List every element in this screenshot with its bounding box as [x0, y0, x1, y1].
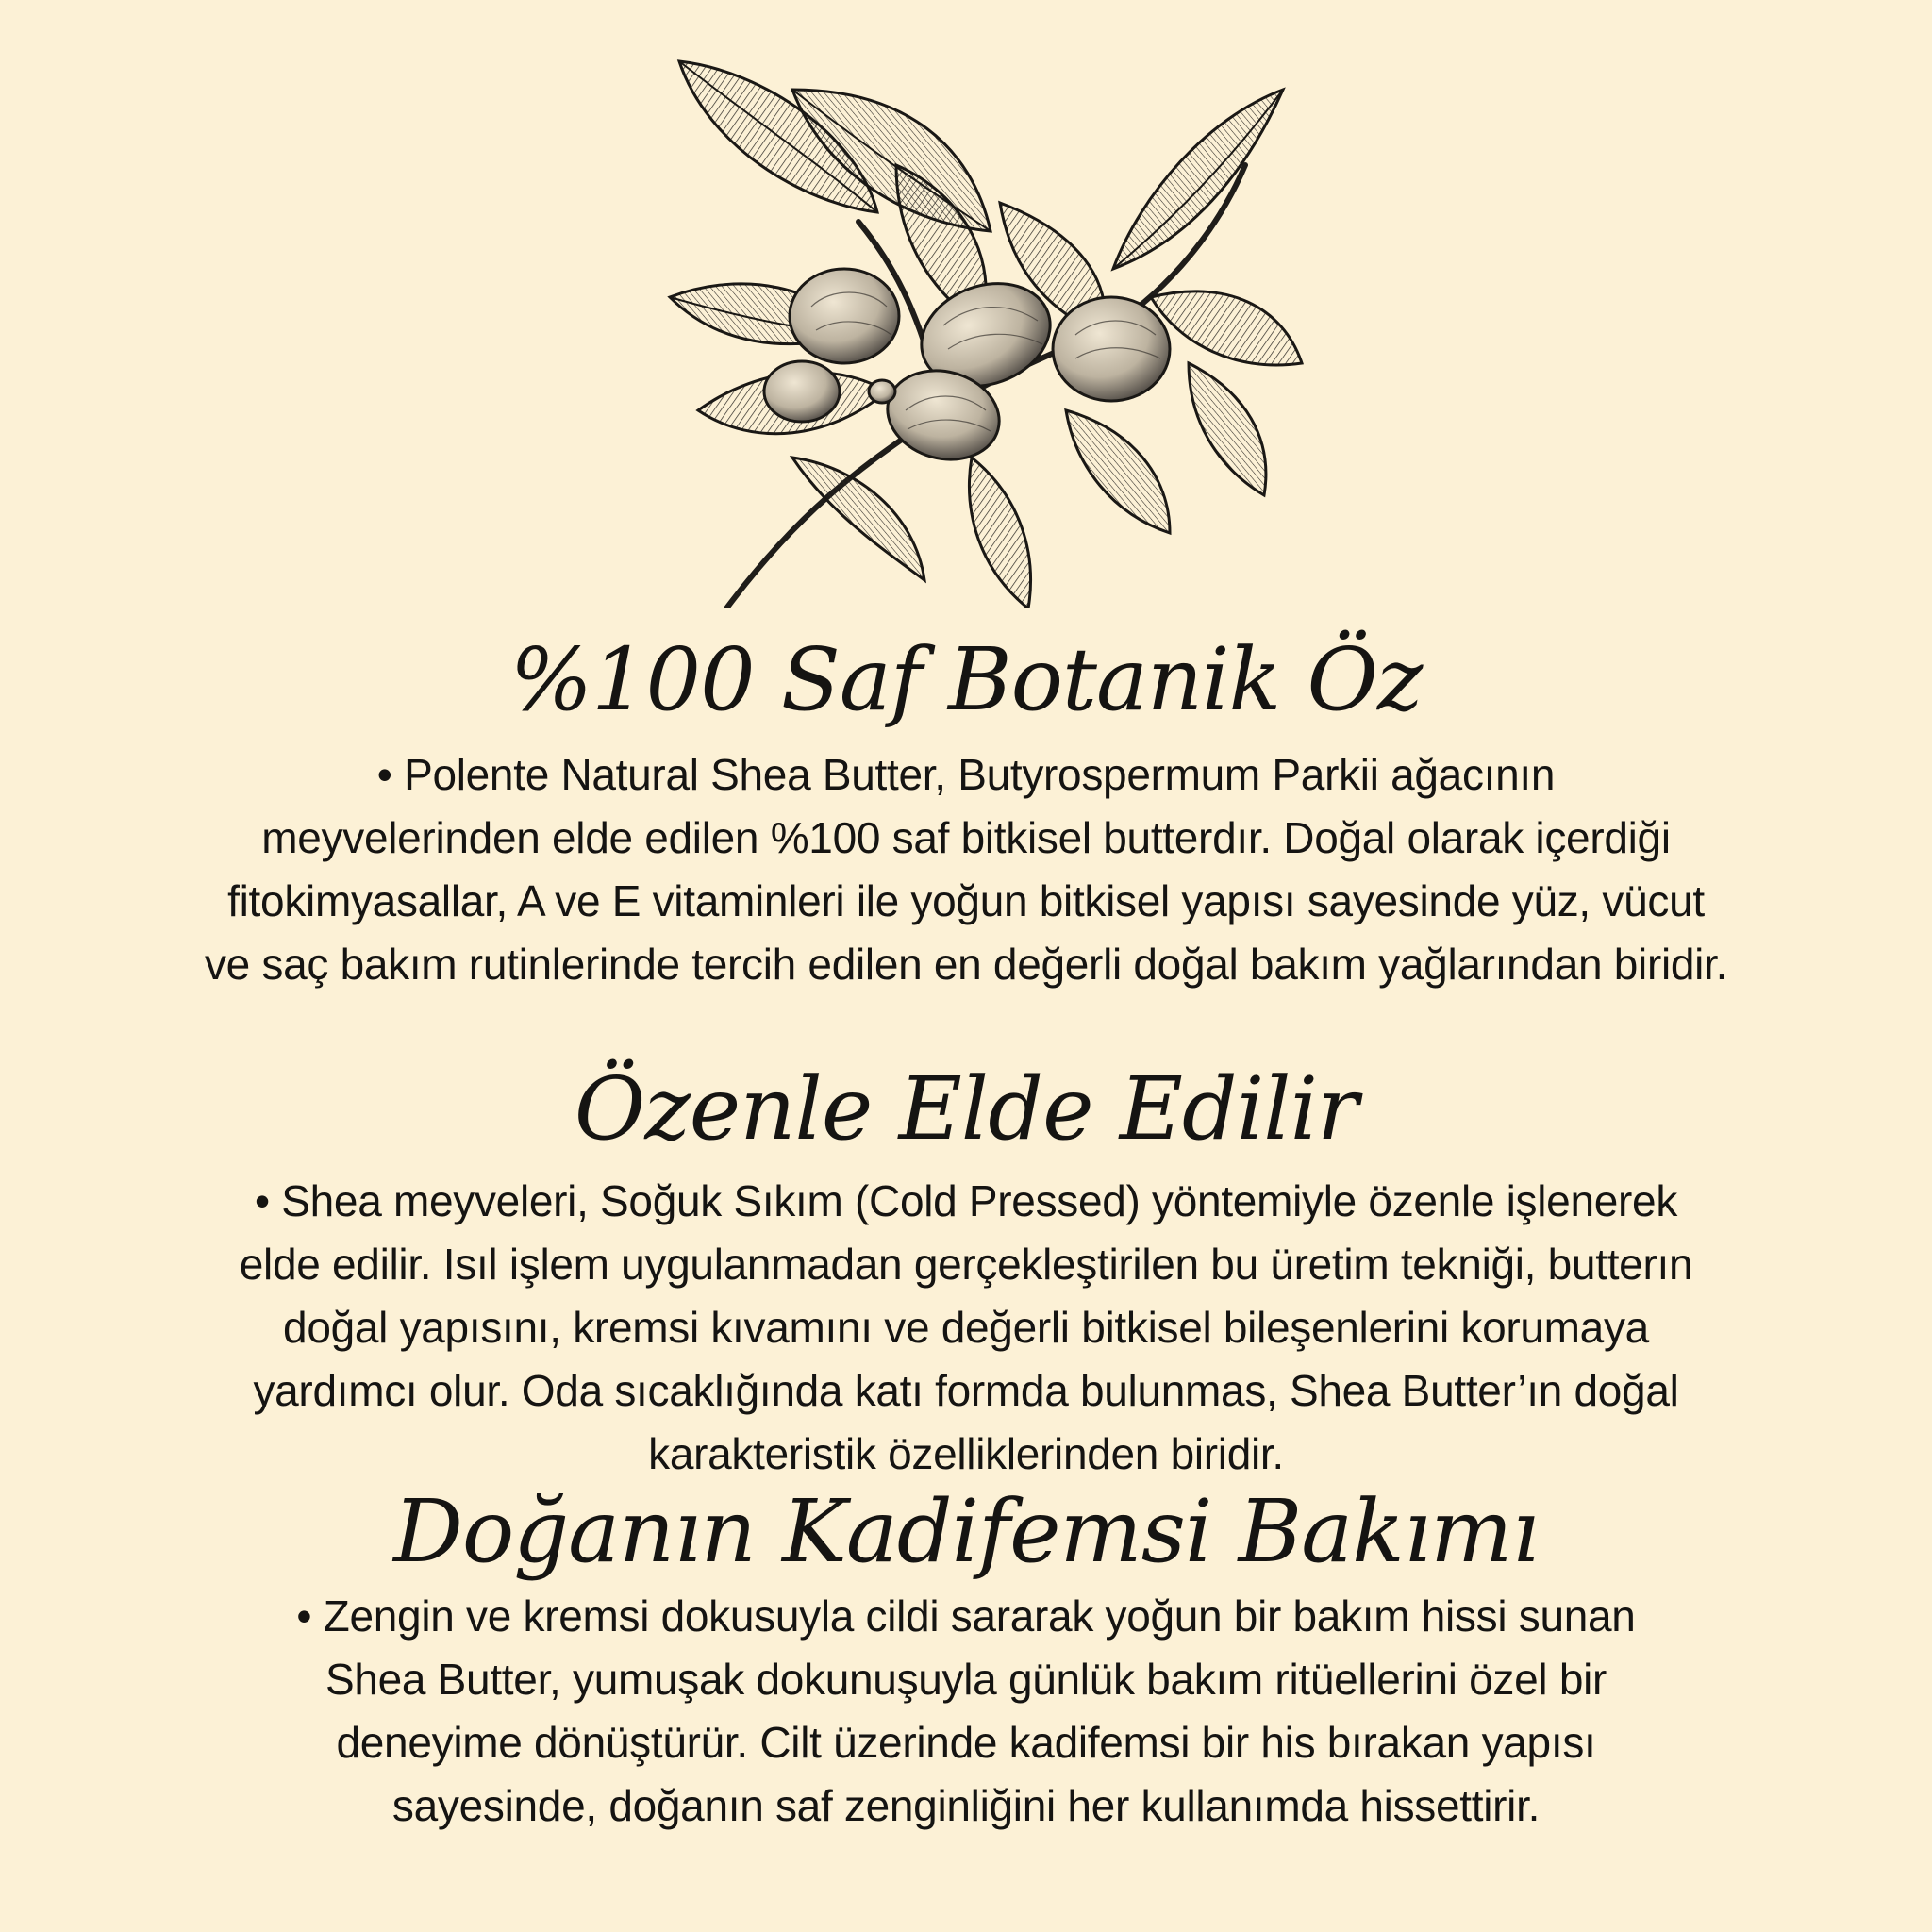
paragraph-line: ve saç bakım rutinlerinde tercih edilen en değerli doğal bakım yağlarından biridir.: [204, 940, 1728, 989]
section-heading-ozenle: Özenle Elde Edilir: [574, 1058, 1358, 1159]
section-paragraph-ozenle: [0, 1170, 1932, 1486]
paragraph-line: meyvelerinden elde edilen %100 saf bitkisel butterdır. Doğal olarak içerdiği: [261, 813, 1671, 862]
paragraph-line: • Shea meyveleri, Soğuk Sıkım (Cold Pressed) yöntemiyle özenle işlenerek: [254, 1176, 1678, 1225]
shea-branch-illustration-icon: [660, 52, 1311, 608]
section-heading-botanik: %100 Saf Botanik Öz: [509, 629, 1423, 730]
paragraph-line: deneyime dönüştürür. Cilt üzerinde kadifemsi bir his bırakan yapısı: [336, 1718, 1596, 1767]
paragraph-line: • Zengin ve kremsi dokusuyla cildi sararak yoğun bir bakım hissi sunan: [296, 1591, 1636, 1641]
paragraph-line: fitokimyasallar, A ve E vitaminleri ile yoğun bitkisel yapısı sayesinde yüz, vücut: [227, 876, 1705, 925]
section-paragraph-kadifemsi: [0, 1585, 1932, 1838]
paragraph-line: Shea Butter, yumuşak dokunuşuyla günlük bakım ritüellerini özel bir: [325, 1655, 1607, 1704]
paragraph-line: sayesinde, doğanın saf zenginliğini her kullanımda hissettirir.: [391, 1781, 1541, 1830]
section-paragraph-botanik: [0, 743, 1932, 996]
paragraph-line: doğal yapısını, kremsi kıvamını ve değerli bitkisel bileşenlerini korumaya: [283, 1303, 1649, 1352]
paragraph-line: yardımcı olur. Oda sıcaklığında katı formda bulunmas, Shea Butter’ın doğal: [253, 1366, 1679, 1415]
paragraph-line: • Polente Natural Shea Butter, Butyrospermum Parkii ağacının: [376, 750, 1556, 799]
paragraph-line: karakteristik özelliklerinden biridir.: [648, 1429, 1284, 1478]
paragraph-line: elde edilir. Isıl işlem uygulanmadan gerçekleştirilen bu üretim tekniği, butterın: [239, 1240, 1693, 1289]
section-heading-kadifemsi: Doğanın Kadifemsi Bakımı: [393, 1481, 1539, 1582]
